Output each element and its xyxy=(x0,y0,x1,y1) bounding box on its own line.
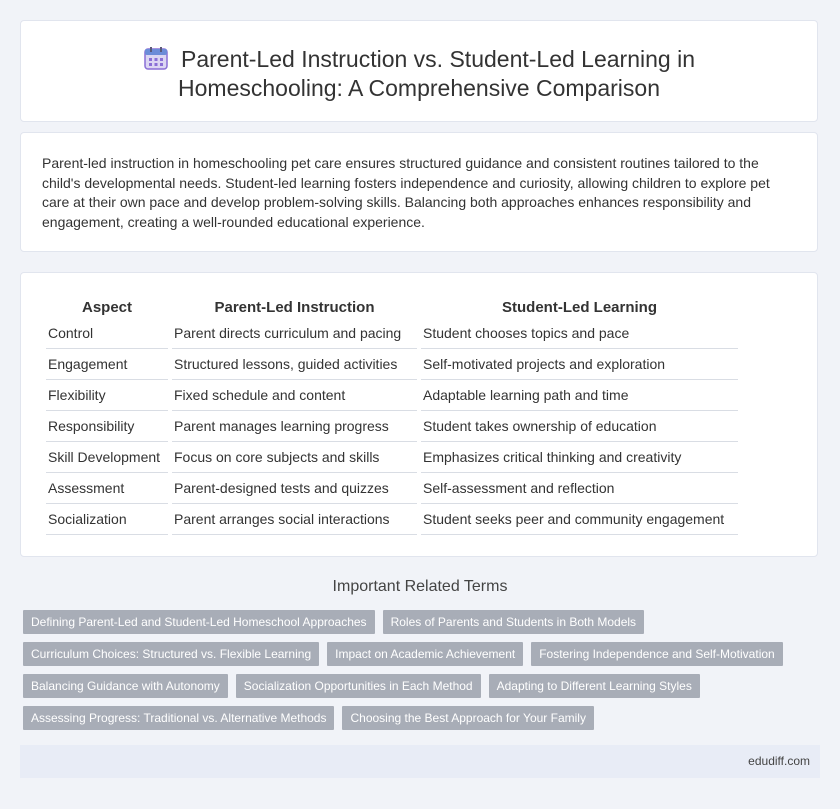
comparison-table-card xyxy=(20,272,818,557)
cell-parent-led: Parent manages learning progress xyxy=(172,411,417,442)
cell-aspect: Flexibility xyxy=(46,380,168,411)
related-term-tag[interactable]: Socialization Opportunities in Each Method xyxy=(236,674,481,698)
cell-parent-led: Parent directs curriculum and pacing xyxy=(172,318,417,349)
cell-aspect: Skill Development xyxy=(46,442,168,473)
tag-row xyxy=(23,610,823,642)
related-term-tag[interactable]: Adapting to Different Learning Styles xyxy=(489,674,700,698)
cell-parent-led: Structured lessons, guided activities xyxy=(172,349,417,380)
related-term-tag[interactable]: Assessing Progress: Traditional vs. Alternative Methods xyxy=(23,706,334,730)
comparison-table xyxy=(42,296,742,535)
related-terms-heading: Important Related Terms xyxy=(332,578,508,595)
table-row xyxy=(46,349,738,380)
cell-aspect: Socialization xyxy=(46,504,168,535)
cell-parent-led: Fixed schedule and content xyxy=(172,380,417,411)
table-row xyxy=(46,442,738,473)
cell-student-led: Student seeks peer and community engagement xyxy=(421,504,738,535)
related-term-tag[interactable]: Roles of Parents and Students in Both Models xyxy=(383,610,644,634)
cell-parent-led: Parent-designed tests and quizzes xyxy=(172,473,417,504)
cell-student-led: Emphasizes critical thinking and creativity xyxy=(421,442,738,473)
cell-aspect: Control xyxy=(46,318,168,349)
table-row xyxy=(46,318,738,349)
cell-parent-led: Parent arranges social interactions xyxy=(172,504,417,535)
related-terms-list xyxy=(23,610,823,738)
table-header-row xyxy=(46,296,738,318)
related-term-tag[interactable]: Fostering Independence and Self-Motivation xyxy=(531,642,782,666)
related-term-tag[interactable]: Impact on Academic Achievement xyxy=(327,642,523,666)
related-term-tag[interactable]: Choosing the Best Approach for Your Family xyxy=(342,706,593,730)
summary-text: Parent-led instruction in homeschooling pet care ensures structured guidance and consistent routines tailored to the child's developmental needs. Student-led learning fosters independence and curiosity, allowing children to explore pet care at their own pace and develop problem-solving skills. Balancing both approaches enhances responsibility and engagement, creating a well-rounded educational experience. xyxy=(42,155,770,230)
cell-student-led: Self-assessment and reflection xyxy=(421,473,738,504)
tag-row xyxy=(23,706,823,738)
table-row xyxy=(46,380,738,411)
cell-aspect: Assessment xyxy=(46,473,168,504)
title-line-1: Parent-Led Instruction vs. Student-Led Learning in xyxy=(181,46,695,72)
header-parent-led: Parent-Led Instruction xyxy=(214,298,375,316)
tag-row xyxy=(23,674,823,706)
footer-site-link[interactable]: edudiff.com xyxy=(748,754,810,768)
title-card xyxy=(20,20,818,122)
cell-student-led: Self-motivated projects and exploration xyxy=(421,349,738,380)
cell-aspect: Responsibility xyxy=(46,411,168,442)
related-term-tag[interactable]: Curriculum Choices: Structured vs. Flexible Learning xyxy=(23,642,319,666)
header-aspect: Aspect xyxy=(81,298,133,316)
related-term-tag[interactable]: Defining Parent-Led and Student-Led Homeschool Approaches xyxy=(23,610,375,634)
footer xyxy=(20,745,820,778)
cell-student-led: Student takes ownership of education xyxy=(421,411,738,442)
table-row xyxy=(46,473,738,504)
cell-aspect: Engagement xyxy=(46,349,168,380)
cell-student-led: Student chooses topics and pace xyxy=(421,318,738,349)
summary-card xyxy=(20,132,818,252)
page-title xyxy=(21,45,817,103)
title-line-2: Homeschooling: A Comprehensive Comparison xyxy=(178,75,660,101)
header-student-led: Student-Led Learning xyxy=(502,298,657,316)
tag-row xyxy=(23,642,823,674)
table-row xyxy=(46,504,738,535)
calendar-icon xyxy=(143,45,169,71)
table-row xyxy=(46,411,738,442)
related-term-tag[interactable]: Balancing Guidance with Autonomy xyxy=(23,674,228,698)
cell-parent-led: Focus on core subjects and skills xyxy=(172,442,417,473)
cell-student-led: Adaptable learning path and time xyxy=(421,380,738,411)
